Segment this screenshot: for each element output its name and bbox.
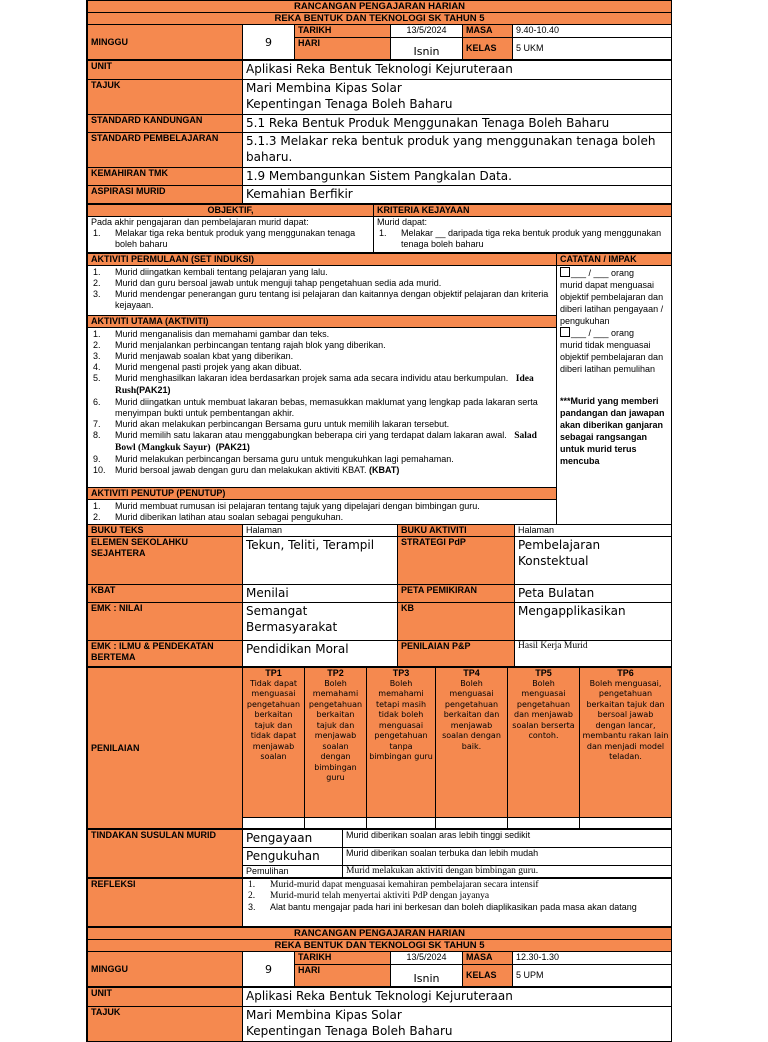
tp-level: TP3 xyxy=(392,668,410,678)
kriteria-body xyxy=(374,217,672,253)
penutup-item: Murid membuat rumusan isi pelajaran tentang tajuk yang dipelajari dengan bimbingan guru. xyxy=(115,501,480,511)
aktiviti-utama-heading: AKTIVITI UTAMA (AKTIVITI) xyxy=(88,315,556,328)
emk-ilmu-value: Pendidikan Moral xyxy=(243,641,398,667)
peta-label: PETA PEMIKIRAN xyxy=(398,585,515,603)
kelas-value: 5 UPM xyxy=(513,965,672,987)
lesson1-header xyxy=(87,0,672,60)
plan-title: RANCANGAN PENGAJARAN HARIAN xyxy=(88,928,672,940)
refleksi-item: Murid-murid telah menyertai aktiviti PdP dengan jayanya xyxy=(270,891,490,901)
kriteria-intro: Murid dapat: xyxy=(377,217,428,227)
catatan-text-1: murid dapat menguasai objektif pembelajaran dan diberi latihan pengayaan / pengukuhan xyxy=(560,280,664,326)
kb-label: KB xyxy=(398,603,515,641)
tp-score-cell[interactable] xyxy=(508,818,580,829)
aspirasi-murid-label: ASPIRASI MURID xyxy=(88,186,243,204)
kbat-label: KBAT xyxy=(88,585,243,603)
tindakan-value: Murid melakukan aktiviti dengan bimbingan guru. xyxy=(343,866,672,878)
plan-title: RANCANGAN PENGAJARAN HARIAN xyxy=(88,1,672,13)
resources-block xyxy=(87,524,672,667)
lesson1-details xyxy=(87,60,672,204)
tarikh-value: 13/5/2024 xyxy=(391,25,463,38)
penilaian-pnp-label: PENILAIAN P&P xyxy=(398,641,515,667)
checkbox-icon xyxy=(560,267,570,277)
buku-teks-value: Halaman xyxy=(243,525,398,537)
refleksi-item: Murid-murid dapat menguasai kemahiran pembelajaran secara intensif xyxy=(270,880,539,890)
penilaian-label: PENILAIAN xyxy=(88,668,243,829)
buku-aktiviti-label: BUKU AKTIVITI xyxy=(398,525,515,537)
kelas-label: KELAS xyxy=(463,38,513,60)
buku-teks-label: BUKU TEKS xyxy=(88,525,243,537)
activities-block xyxy=(87,253,672,524)
catatan-heading: CATATAN / IMPAK xyxy=(557,254,672,266)
aktiviti-item: Murid diingatkan untuk membuat lakaran bebas, memasukkan maklumat yang lengkap pada lakaran serta menyimpan bukti untuk pembentangan akhir. xyxy=(115,397,538,418)
hari-value: Isnin xyxy=(391,38,463,60)
aktiviti-item: Murid mengenal pasti projek yang akan dibuat. xyxy=(115,362,302,372)
masa-label: MASA xyxy=(463,952,513,965)
objektif-kriteria xyxy=(87,204,672,253)
tp-description: Boleh memahami tetapi masih tidak boleh menguasai pengetahuan tanpa bimbingan guru xyxy=(369,678,433,761)
refleksi-item: Alat bantu mengajar pada hari ini berkesan dan boleh diaplikasikan pada masa akan datang xyxy=(270,902,637,912)
objektif-intro: Pada akhir pengajaran dan pembelajaran murid dapat: xyxy=(91,217,309,227)
tindakan-value: Murid diberikan soalan aras lebih tinggi sedikit xyxy=(343,830,672,848)
standard-pembelajaran-label: STANDARD PEMBELAJARAN xyxy=(88,133,243,168)
lesson2-details xyxy=(87,987,672,1042)
tindakan-label: TINDAKAN SUSULAN MURID xyxy=(88,830,243,878)
penutup-item: Murid diberikan latihan atau soalan sebagai pengukuhan. xyxy=(115,512,344,522)
tp-level: TP6 xyxy=(617,668,634,678)
minggu-value: 9 xyxy=(243,952,295,987)
standard-pembelajaran-value: 5.1.3 Melakar reka bentuk produk yang menggunakan tenaga boleh baharu. xyxy=(243,133,672,168)
kriteria-heading: KRITERIA KEJAYAAN xyxy=(374,205,672,217)
aktiviti-item xyxy=(115,430,553,454)
aktiviti-item-text: Murid menghasilkan lakaran idea berdasarkan projek sama ada secara individu atau berkumpulan. xyxy=(115,373,509,383)
aktiviti-item: Murid melakukan perbincangan bersama guru untuk mengukuhkan lagi pemahaman. xyxy=(115,454,454,464)
tp-score-cell[interactable] xyxy=(243,818,305,829)
aktiviti-item: Murid menjalankan perbincangan tentang rajah blok yang diberikan. xyxy=(115,340,386,350)
elemen-label: ELEMEN SEKOLAHKU SEJAHTERA xyxy=(88,537,243,585)
minggu-label: MINGGU xyxy=(88,25,243,60)
masa-value: 12.30-1.30 xyxy=(513,952,672,965)
strategi-value: Pembelajaran Konstektual xyxy=(515,537,672,585)
checkbox-icon xyxy=(560,327,570,337)
aktiviti-item xyxy=(115,373,553,397)
tajuk-line-2: Kepentingan Tenaga Boleh Baharu xyxy=(246,97,453,111)
kelas-label: KELAS xyxy=(463,965,513,987)
plan-subtitle: REKA BENTUK DAN TEKNOLOGI SK TAHUN 5 xyxy=(88,940,672,952)
masa-value: 9.40-10.40 xyxy=(513,25,672,38)
catatan-note: ***Murid yang memberi pandangan dan jawapan akan diberikan ganjaran sebagai rangsangan untuk murid terus mencuba xyxy=(560,396,665,466)
penilaian-grid xyxy=(87,667,672,829)
aktiviti-item-text: Murid bersoal jawab dengan guru dan melakukan aktiviti KBAT. xyxy=(115,465,367,475)
tp-level: TP2 xyxy=(327,668,344,678)
refleksi-label: REFLEKSI xyxy=(88,879,243,927)
hari-label: HARI xyxy=(295,965,391,987)
objektif-body xyxy=(88,217,374,253)
aktiviti-item: Murid akan melakukan perbincangan Bersama guru untuk memilih lakaran tersebut. xyxy=(115,419,450,429)
plan-subtitle: REKA BENTUK DAN TEKNOLOGI SK TAHUN 5 xyxy=(88,13,672,25)
tajuk-line-2: Kepentingan Tenaga Boleh Baharu xyxy=(246,1024,453,1038)
kriteria-item: Melakar __ daripada tiga reka bentuk produk yang menggunakan tenaga boleh baharu xyxy=(401,228,662,249)
set-induksi-heading: AKTIVITI PERMULAAN (SET INDUKSI) xyxy=(88,254,557,266)
aktiviti-tool: Idea Rush xyxy=(115,374,534,396)
catatan-text-2: murid tidak menguasai objektif pembelajaran dan diberi latihan pemulihan xyxy=(560,340,664,374)
catatan-body xyxy=(557,266,672,525)
lesson2-header xyxy=(87,927,672,987)
tajuk-label: TAJUK xyxy=(88,80,243,115)
aktiviti-item xyxy=(115,465,553,476)
tp-description: Boleh menguasai, pengetahuan berkaitan tajuk dan bersoal jawab dengan lancar, membantu rakan lain dan menjadi model teladan. xyxy=(582,678,669,761)
minggu-value: 9 xyxy=(243,25,295,60)
tp-level: TP1 xyxy=(265,668,282,678)
elemen-value: Tekun, Teliti, Terampil xyxy=(243,537,398,585)
kemahiran-tmk-label: KEMAHIRAN TMK xyxy=(88,168,243,186)
buku-aktiviti-value: Halaman xyxy=(515,525,672,537)
tindakan-key: Pengukuhan xyxy=(243,848,343,866)
unit-label: UNIT xyxy=(88,988,243,1007)
lesson-plan-sheet xyxy=(86,0,672,1042)
emk-nilai-value: Semangat Bermasyarakat xyxy=(243,603,398,641)
standard-kandungan-label: STANDARD KANDUNGAN xyxy=(88,115,243,133)
objektif-item: Melakar tiga reka bentuk produk yang menggunakan tenaga boleh baharu xyxy=(115,228,356,249)
kbat-value: Menilai xyxy=(243,585,398,603)
tp-level: TP5 xyxy=(535,668,552,678)
tp-description: Boleh memahami pengetahuan berkaitan tajuk dan menjawab soalan dengan bimbingan guru xyxy=(308,678,363,782)
tp-score-cell[interactable] xyxy=(436,818,508,829)
catatan-count-1: ___ / ___ orang xyxy=(571,268,635,278)
tp-description: Tidak dapat menguasai pengetahuan berkaitan tajuk dan tidak dapat menjawab soalan xyxy=(246,678,301,761)
tp-description: Boleh menguasai pengetahuan berkaitan dan menjawab soalan dengan baik. xyxy=(442,678,501,751)
unit-value: Aplikasi Reka Bentuk Teknologi Kejuruteraan xyxy=(243,988,672,1007)
tp-description: Boleh menguasai pengetahuan dan menjawab soalan berserta contoh. xyxy=(512,678,575,740)
hari-value: Isnin xyxy=(391,965,463,987)
minggu-label: MINGGU xyxy=(88,952,243,987)
tindakan-value: Murid diberikan soalan terbuka dan lebih mudah xyxy=(343,848,672,866)
aspirasi-murid-value: Kemahian Berfikir xyxy=(243,186,672,204)
tp-level: TP4 xyxy=(463,668,480,678)
strategi-label: STRATEGI PdP xyxy=(398,537,515,585)
set-induksi-item: Murid diingatkan kembali tentang pelajaran yang lalu. xyxy=(115,267,328,277)
tp-score-cell[interactable] xyxy=(580,818,672,829)
aktiviti-item: Murid menjawab soalan kbat yang diberikan. xyxy=(115,351,294,361)
tajuk-line-1: Mari Membina Kipas Solar xyxy=(246,1008,402,1022)
tp-score-cell[interactable] xyxy=(367,818,436,829)
masa-label: MASA xyxy=(463,25,513,38)
emk-nilai-label: EMK : NILAI xyxy=(88,603,243,641)
refleksi-block xyxy=(87,878,672,927)
activities-column xyxy=(88,266,557,525)
penilaian-pnp-value: Hasil Kerja Murid xyxy=(515,641,672,667)
tindakan-key: Pemulihan xyxy=(243,866,343,878)
penutup-heading: AKTIVITI PENUTUP (PENUTUP) xyxy=(88,487,556,500)
objektif-heading: OBJEKTIF, xyxy=(88,205,374,217)
kemahiran-tmk-value: 1.9 Membangunkan Sistem Pangkalan Data. xyxy=(243,168,672,186)
catatan-count-2: ___ / ___ orang xyxy=(571,328,635,338)
tarikh-label: TARIKH xyxy=(295,25,391,38)
aktiviti-tool: Salad Bowl (Mangkuk Sayur) xyxy=(115,431,537,453)
aktiviti-item-text: Murid memilih satu lakaran atau menggabungkan beberapa ciri yang terdapat dalam lakaran awal. xyxy=(115,430,507,440)
aktiviti-tag: (PAK21) xyxy=(136,385,171,395)
kelas-value: 5 UKM xyxy=(513,38,672,60)
tindakan-block xyxy=(87,829,672,878)
aktiviti-tag: (PAK21) xyxy=(215,442,250,452)
kb-value: Mengapplikasikan xyxy=(515,603,672,641)
tajuk-line-1: Mari Membina Kipas Solar xyxy=(246,81,402,95)
tajuk-label: TAJUK xyxy=(88,1007,243,1042)
standard-kandungan-value: 5.1 Reka Bentuk Produk Menggunakan Tenaga Boleh Baharu xyxy=(243,115,672,133)
unit-label: UNIT xyxy=(88,61,243,80)
hari-label: HARI xyxy=(295,38,391,60)
aktiviti-item: Murid menganalisis dan memahami gambar dan teks. xyxy=(115,329,330,339)
emk-ilmu-label: EMK : ILMU & PENDEKATAN BERTEMA xyxy=(88,641,243,667)
tindakan-key: Pengayaan xyxy=(243,830,343,848)
set-induksi-item: Murid dan guru bersoal jawab untuk menguji tahap pengetahuan sedia ada murid. xyxy=(115,278,442,288)
aktiviti-tag: (KBAT) xyxy=(369,465,400,475)
tarikh-label: TARIKH xyxy=(295,952,391,965)
unit-value: Aplikasi Reka Bentuk Teknologi Kejuruteraan xyxy=(243,61,672,80)
set-induksi-item: Murid mendengar penerangan guru tentang isi pelajaran dan kaitannya dengan objektif pelajaran dan kriteria kejayaan. xyxy=(115,289,549,310)
tp-score-cell[interactable] xyxy=(305,818,367,829)
tarikh-value: 13/5/2024 xyxy=(391,952,463,965)
peta-value: Peta Bulatan xyxy=(515,585,672,603)
